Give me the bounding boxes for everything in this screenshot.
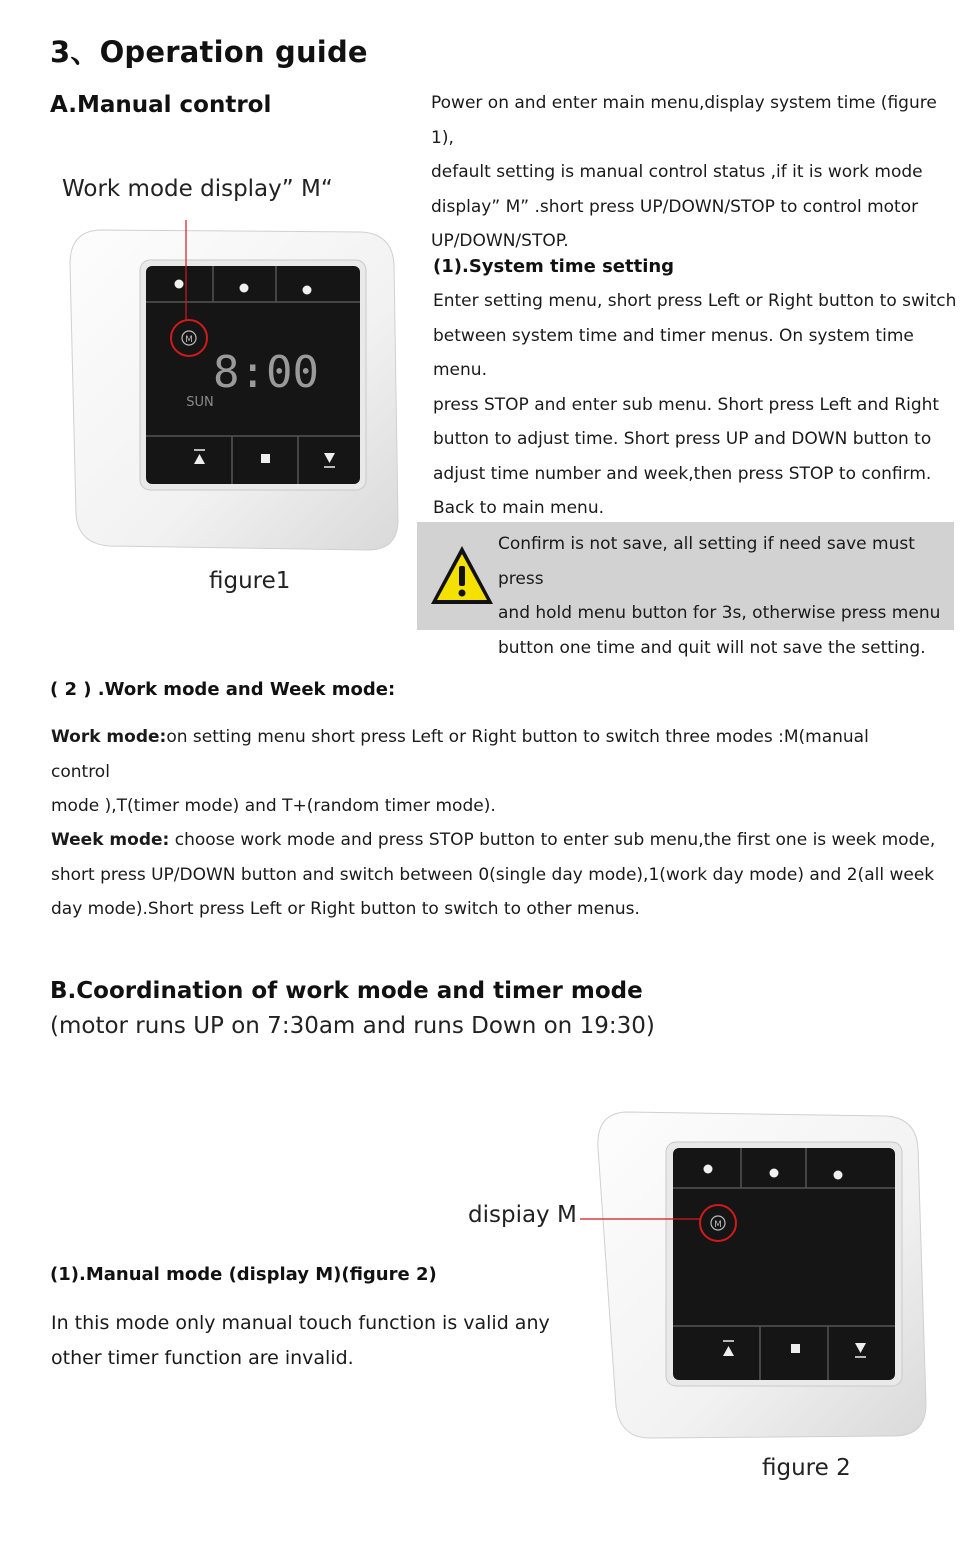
intro-line: Power on and enter main menu,display system time (figure 1), bbox=[431, 93, 937, 148]
warning-line: button one time and quit will not save the setting. bbox=[498, 637, 926, 658]
device-figure-1 bbox=[62, 220, 402, 560]
section-b-title: B.Coordination of work mode and timer mode bbox=[50, 978, 643, 1004]
work-mode-text: on setting menu short press Left or Right button to switch three modes :M(manual control bbox=[51, 727, 869, 782]
warning-triangle-icon bbox=[427, 542, 497, 608]
intro-paragraph bbox=[431, 86, 956, 259]
section-b-subtitle: (motor runs UP on 7:30am and runs Down on 19:30) bbox=[50, 1013, 655, 1039]
week-mode-line: short press UP/DOWN button and switch between 0(single day mode),1(work day mode) and 2(all week bbox=[51, 864, 935, 885]
svg-text:M: M bbox=[185, 335, 193, 345]
section-a-title: A.Manual control bbox=[50, 92, 272, 118]
figure2-caption: figure 2 bbox=[762, 1455, 851, 1481]
warning-box bbox=[417, 522, 954, 658]
work-mode-line bbox=[51, 720, 931, 789]
system-time-paragraph bbox=[433, 284, 958, 526]
intro-line: UP/DOWN/STOP. bbox=[431, 231, 569, 251]
week-mode-paragraph bbox=[51, 823, 951, 927]
manual-mode-paragraph bbox=[51, 1306, 551, 1375]
week-mode-label-bold: Week mode: bbox=[51, 830, 170, 850]
week-mode-text: choose work mode and press STOP button to enter sub menu,the first one is week mode, bbox=[169, 830, 936, 850]
system-time-line: press STOP and enter sub menu. Short press Left and Right bbox=[433, 394, 940, 415]
manual-mode-title: (1).Manual mode (display M)(figure 2) bbox=[50, 1264, 437, 1285]
system-time-line: Enter setting menu, short press Left or Right button to switch bbox=[433, 291, 957, 311]
intro-line: display” M” .short press UP/DOWN/STOP to control motor bbox=[431, 196, 919, 217]
week-mode-line: day mode).Short press Left or Right button to switch to other menus. bbox=[51, 899, 640, 919]
display-m-label: dispiay M bbox=[468, 1202, 577, 1228]
warning-line: Confirm is not save, all setting if need save must press bbox=[498, 534, 915, 589]
work-mode-label-bold: Work mode: bbox=[51, 727, 167, 747]
device-figure-2 bbox=[580, 1100, 940, 1450]
system-time-line: adjust time number and week,then press STOP to confirm. bbox=[433, 463, 932, 484]
svg-text:SUN: SUN bbox=[186, 395, 214, 410]
warning-line: and hold menu button for 3s, otherwise press menu bbox=[498, 603, 941, 623]
week-mode-line bbox=[51, 823, 951, 858]
manual-mode-line: In this mode only manual touch function is valid any bbox=[51, 1312, 550, 1334]
system-time-line: button to adjust time. Short press UP and DOWN button to bbox=[433, 429, 932, 449]
warning-text bbox=[498, 527, 954, 665]
system-time-line: between system time and timer menus. On system time menu. bbox=[433, 325, 914, 380]
intro-line: default setting is manual control status ,if it is work mode bbox=[431, 162, 923, 182]
system-time-line: Back to main menu. bbox=[433, 498, 604, 518]
figure1-caption: figure1 bbox=[209, 568, 291, 594]
work-week-title: ( 2 ) .Work mode and Week mode: bbox=[50, 679, 396, 700]
work-mode-paragraph bbox=[51, 720, 931, 824]
manual-mode-line: other timer function are invalid. bbox=[51, 1346, 354, 1369]
system-time-title: (1).System time setting bbox=[433, 256, 675, 277]
svg-text:M: M bbox=[714, 1220, 722, 1230]
page-title: 3、Operation guide bbox=[50, 35, 368, 69]
work-mode-label: Work mode display” M“ bbox=[62, 176, 333, 202]
work-mode-line: mode ),T(timer mode) and T+(random timer mode). bbox=[51, 796, 496, 816]
svg-text:8:00: 8:00 bbox=[213, 347, 319, 398]
